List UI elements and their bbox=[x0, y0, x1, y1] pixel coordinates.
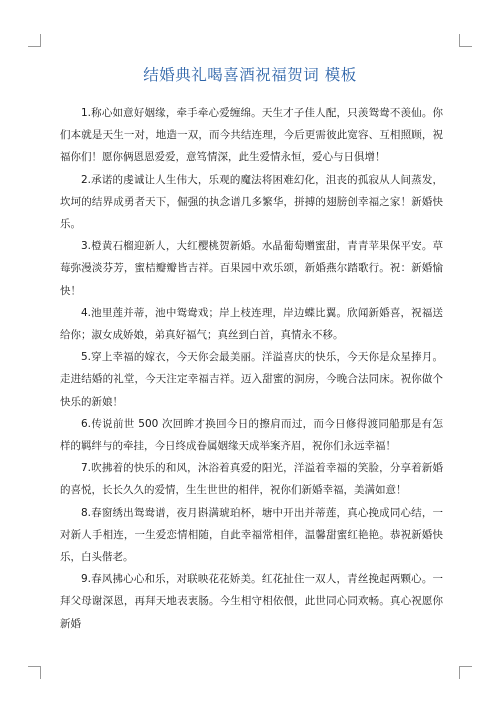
paragraph: 4.池里莲并蒂，池中鸳鸯戏；岸上枝连理，岸边蝶比翼。欣闻新婚喜，祝福送给你；淑女成娇娘，弟真好福气；真丝到白首，真情永不移。 bbox=[60, 306, 443, 342]
document-title: 结婚典礼喝喜酒祝福贺词 模板 bbox=[143, 66, 357, 84]
crop-mark-bottom-right bbox=[459, 666, 472, 679]
paragraph: 1.称心如意好姻缘，牵手牵心爱缠绵。天生才子佳人配，只羡鸳鸯不羡仙。你们本就是天生一对，地造一双，而今共结连理，今后更需彼此宽容、互相照顾，祝福你们！愿你俩恩恩爱爱，意笃情深，此生爱情永恒，爱心与日俱增！ bbox=[60, 107, 443, 164]
crop-mark-bottom-left bbox=[28, 666, 41, 679]
paragraph: 7.吹拂着的快乐的和风，沐浴着真爱的阳光，洋溢着幸福的笑脸，分享着新婚的喜悦，长长久久的爱情，生生世世的相伴，祝你们新婚幸福，美满如意！ bbox=[60, 462, 443, 497]
crop-mark-top-right bbox=[459, 34, 472, 47]
document-body bbox=[60, 102, 443, 635]
paragraph: 6.传说前世 500 次回眸才换回今日的擦肩而过，而今日修得渡同船那是有怎样的羁绊与的牵挂，今日终成眷属姻缘天成举案齐眉，祝你们永远幸福！ bbox=[60, 417, 443, 453]
crop-mark-top-left bbox=[28, 34, 41, 47]
paragraph: 2.承诺的虔诚让人生伟大，乐观的魔法将困难幻化，沮丧的孤寂从人间蒸发，坎坷的结界成勇者天下，倔强的执念谱几多繁华，拼搏的翅膀创幸福之家！新婚快乐。 bbox=[60, 173, 443, 231]
paragraph: 3.橙黄石榴迎新人，大红樱桃贺新婚。水晶葡萄赠蜜甜，青青苹果保平安。草莓弥漫淡芬芳，蜜桔瓣瓣皆吉祥。百果园中欢乐颂，新婚燕尔踏歌行。祝：新婚愉快！ bbox=[60, 240, 443, 297]
paragraph: 5.穿上幸福的嫁衣，今天你会最美丽。洋溢喜庆的快乐，今天你是众星捧月。走进结婚的礼堂，今天注定幸福吉祥。迈入甜蜜的洞房，今晚合法同床。祝你做个快乐的新娘！ bbox=[60, 351, 443, 408]
paragraph: 9.春风拂心心和乐，对联映花花娇美。红花扯住一双人，青丝挽起两颗心。一拜父母谢深恩，再拜天地表衷肠。今生相守相依偎，此世同心同欢畅。真心祝愿你新婚 bbox=[60, 573, 443, 630]
paragraph: 8.春窗绣出鸳鸯谱，夜月斟满琥珀杯，塘中开出并蒂莲，真心挽成同心结，一对新人手相连，一生爱恋情相随，自此幸福常相伴，温馨甜蜜红艳艳。恭祝新婚快乐，白头偕老。 bbox=[60, 506, 443, 564]
